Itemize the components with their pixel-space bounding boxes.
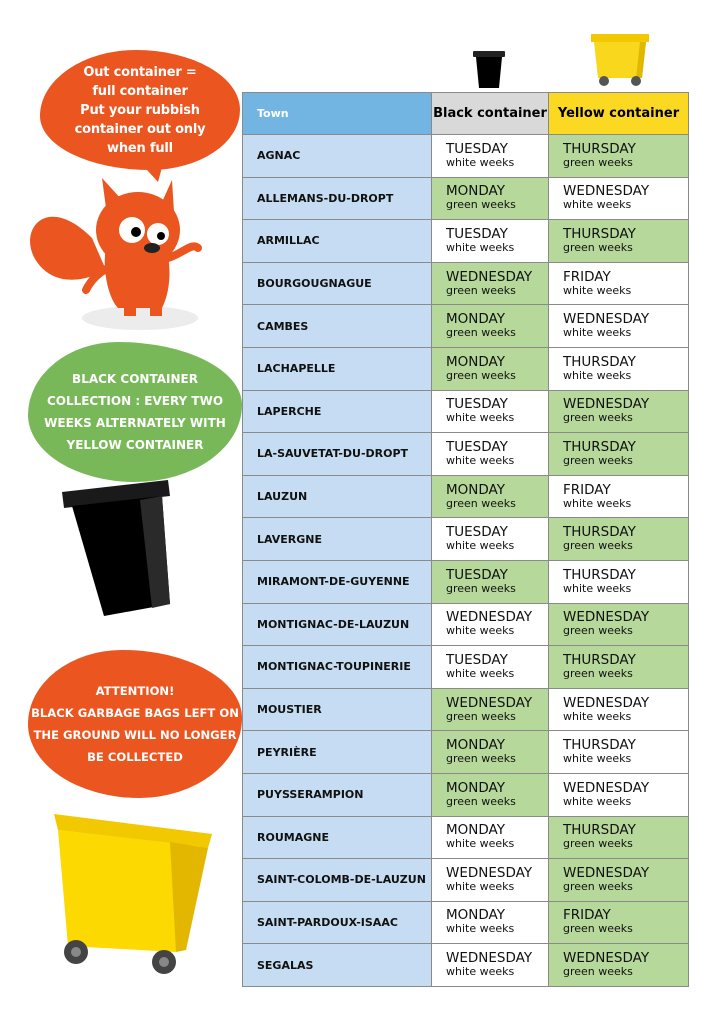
town-cell: PUYSSERAMPION [243, 773, 432, 816]
table-row [243, 177, 689, 220]
yellow-container-icon [590, 34, 650, 88]
collection-week: green weeks [446, 581, 516, 595]
black-collection-cell [432, 177, 549, 220]
collection-day: FRIDAY [563, 481, 611, 498]
yellow-collection-cell [549, 433, 689, 476]
town-header: Town [243, 93, 432, 135]
yellow-collection-cell [549, 901, 689, 944]
black-collection-cell [432, 646, 549, 689]
bubble-line: container out only [74, 121, 206, 137]
black-container-icon [472, 50, 506, 90]
town-cell: BOURGOUGNAGUE [243, 262, 432, 305]
collection-week: green weeks [563, 155, 633, 169]
collection-week: green weeks [563, 453, 633, 467]
table-row [243, 518, 689, 561]
yellow-collection-cell [549, 177, 689, 220]
yellow-collection-cell [549, 944, 689, 987]
bubble-line: full container [92, 83, 188, 99]
bubble-line: THE GROUND WILL NO LONGER [33, 728, 237, 742]
yellow-collection-cell [549, 859, 689, 902]
bubble-line: Out container = [83, 64, 197, 80]
town-cell: LAUZUN [243, 475, 432, 518]
black-collection-cell [432, 731, 549, 774]
town-cell: ROUMAGNE [243, 816, 432, 859]
yellow-collection-cell [549, 305, 689, 348]
yellow-collection-cell [549, 603, 689, 646]
town-cell: AGNAC [243, 135, 432, 178]
yellow-collection-cell [549, 560, 689, 603]
collection-day: TUESDAY [446, 140, 508, 157]
collection-week: white weeks [446, 965, 515, 979]
collection-day: WEDNESDAY [563, 311, 650, 328]
black-collection-cell [432, 773, 549, 816]
town-cell: SAINT-COLOMB-DE-LAUZUN [243, 859, 432, 902]
town-cell: SEGALAS [243, 944, 432, 987]
table-row [243, 347, 689, 390]
black-collection-cell [432, 475, 549, 518]
collection-day: WEDNESDAY [563, 694, 650, 711]
collection-day: TUESDAY [446, 524, 508, 541]
table-body [243, 135, 689, 987]
collection-week: white weeks [446, 453, 515, 467]
collection-week: green weeks [446, 198, 516, 212]
collection-week: white weeks [563, 368, 632, 382]
yellow-collection-cell [549, 220, 689, 263]
yellow-collection-cell [549, 773, 689, 816]
bubble-line: when full [107, 140, 173, 156]
collection-day: FRIDAY [563, 268, 611, 285]
black-container-header: Black container [432, 93, 549, 135]
table-row [243, 688, 689, 731]
collection-week: green weeks [563, 411, 633, 425]
town-cell: ARMILLAC [243, 220, 432, 263]
collection-day: TUESDAY [446, 651, 508, 668]
collection-week: green weeks [563, 922, 633, 936]
collection-day: MONDAY [446, 353, 505, 370]
collection-day: THURSDAY [563, 822, 636, 839]
table-row [243, 220, 689, 263]
collection-day: WEDNESDAY [563, 779, 650, 796]
collection-week: white weeks [563, 794, 632, 808]
table-row [243, 560, 689, 603]
collection-day: MONDAY [446, 311, 505, 328]
collection-day: WEDNESDAY [446, 864, 533, 881]
bubble-line: ATTENTION! [95, 684, 175, 698]
yellow-collection-cell [549, 262, 689, 305]
collection-week: green weeks [446, 496, 516, 510]
yellow-collection-cell [549, 135, 689, 178]
town-cell: CAMBES [243, 305, 432, 348]
collection-day: WEDNESDAY [563, 609, 650, 626]
bubble-line: BE COLLECTED [87, 750, 183, 764]
yellow-container-header: Yellow container [549, 93, 689, 135]
collection-day: TUESDAY [446, 438, 508, 455]
table-row [243, 773, 689, 816]
yellow-collection-cell [549, 347, 689, 390]
collection-day: THURSDAY [563, 524, 636, 541]
bubble-line: BLACK CONTAINER [72, 372, 198, 386]
collection-week: white weeks [446, 879, 515, 893]
collection-week: white weeks [446, 922, 515, 936]
squirrel-mascot-icon [22, 178, 212, 338]
collection-week: green weeks [446, 326, 516, 340]
collection-day: MONDAY [446, 822, 505, 839]
collection-week: green weeks [563, 837, 633, 851]
collection-day: WEDNESDAY [563, 396, 650, 413]
black-collection-cell [432, 816, 549, 859]
collection-week: white weeks [563, 709, 632, 723]
collection-day: WEDNESDAY [446, 609, 533, 626]
black-collection-cell [432, 347, 549, 390]
collection-day: WEDNESDAY [446, 694, 533, 711]
black-collection-cell [432, 859, 549, 902]
collection-week: white weeks [446, 411, 515, 425]
collection-week: white weeks [563, 283, 632, 297]
black-collection-cell [432, 305, 549, 348]
collection-week: green weeks [563, 624, 633, 638]
town-cell: MOUSTIER [243, 688, 432, 731]
black-collection-cell [432, 518, 549, 561]
collection-day: WEDNESDAY [563, 183, 650, 200]
collection-week: white weeks [563, 752, 632, 766]
attention-bubble [28, 650, 242, 798]
collection-day: THURSDAY [563, 737, 636, 754]
table-row [243, 390, 689, 433]
collection-week: white weeks [563, 326, 632, 340]
black-collection-cell [432, 603, 549, 646]
bubble-line: BLACK GARBAGE BAGS LEFT ON [31, 706, 239, 720]
collection-week: white weeks [446, 666, 515, 680]
collection-week: green weeks [563, 965, 633, 979]
table-row [243, 731, 689, 774]
town-cell: LA-SAUVETAT-DU-DROPT [243, 433, 432, 476]
collection-schedule-table [242, 92, 689, 987]
collection-week: white weeks [446, 155, 515, 169]
collection-day: THURSDAY [563, 140, 636, 157]
black-collection-cell [432, 390, 549, 433]
black-collection-cell [432, 560, 549, 603]
collection-day: MONDAY [446, 907, 505, 924]
collection-info-bubble [28, 342, 242, 482]
table-row [243, 859, 689, 902]
town-cell: MONTIGNAC-TOUPINERIE [243, 646, 432, 689]
collection-week: green weeks [446, 752, 516, 766]
collection-day: WEDNESDAY [446, 268, 533, 285]
town-cell: MONTIGNAC-DE-LAUZUN [243, 603, 432, 646]
collection-week: white weeks [563, 496, 632, 510]
yellow-collection-cell [549, 731, 689, 774]
yellow-collection-cell [549, 390, 689, 433]
collection-day: THURSDAY [563, 353, 636, 370]
collection-week: white weeks [446, 624, 515, 638]
black-collection-cell [432, 433, 549, 476]
collection-week: white weeks [563, 581, 632, 595]
black-collection-cell [432, 901, 549, 944]
black-collection-cell [432, 135, 549, 178]
black-collection-cell [432, 944, 549, 987]
town-cell: LAVERGNE [243, 518, 432, 561]
town-cell: PEYRIÈRE [243, 731, 432, 774]
collection-week: white weeks [446, 539, 515, 553]
collection-day: MONDAY [446, 737, 505, 754]
collection-week: green weeks [446, 283, 516, 297]
collection-week: green weeks [563, 240, 633, 254]
collection-day: THURSDAY [563, 438, 636, 455]
collection-week: green weeks [563, 879, 633, 893]
bubble-line: WEEKS ALTERNATELY WITH [44, 416, 226, 430]
bubble-line: Put your rubbish [80, 102, 200, 118]
collection-day: TUESDAY [446, 566, 508, 583]
collection-day: WEDNESDAY [563, 864, 650, 881]
collection-day: MONDAY [446, 779, 505, 796]
collection-week: white weeks [446, 240, 515, 254]
collection-week: white weeks [446, 837, 515, 851]
collection-day: MONDAY [446, 183, 505, 200]
collection-day: MONDAY [446, 481, 505, 498]
yellow-bin-icon [50, 812, 216, 976]
table-row [243, 305, 689, 348]
table-row [243, 646, 689, 689]
yellow-collection-cell [549, 688, 689, 731]
yellow-collection-cell [549, 646, 689, 689]
black-collection-cell [432, 688, 549, 731]
town-cell: SAINT-PARDOUX-ISAAC [243, 901, 432, 944]
collection-week: white weeks [563, 198, 632, 212]
town-cell: LAPERCHE [243, 390, 432, 433]
black-collection-cell [432, 220, 549, 263]
collection-week: green weeks [446, 709, 516, 723]
yellow-collection-cell [549, 475, 689, 518]
black-collection-cell [432, 262, 549, 305]
collection-day: THURSDAY [563, 225, 636, 242]
collection-day: WEDNESDAY [563, 950, 650, 967]
bubble-line: YELLOW CONTAINER [66, 438, 204, 452]
table-row [243, 475, 689, 518]
table-row [243, 603, 689, 646]
town-cell: MIRAMONT-DE-GUYENNE [243, 560, 432, 603]
collection-day: TUESDAY [446, 396, 508, 413]
collection-week: green weeks [446, 368, 516, 382]
yellow-collection-cell [549, 518, 689, 561]
yellow-collection-cell [549, 816, 689, 859]
town-cell: LACHAPELLE [243, 347, 432, 390]
table-row [243, 135, 689, 178]
collection-day: TUESDAY [446, 225, 508, 242]
table-row [243, 901, 689, 944]
full-container-bubble [40, 50, 240, 170]
collection-day: THURSDAY [563, 651, 636, 668]
table-row [243, 816, 689, 859]
table-row [243, 944, 689, 987]
town-cell: ALLEMANS-DU-DROPT [243, 177, 432, 220]
bubble-line: COLLECTION : EVERY TWO [46, 394, 224, 408]
table-row [243, 262, 689, 305]
collection-day: THURSDAY [563, 566, 636, 583]
collection-day: WEDNESDAY [446, 950, 533, 967]
black-bin-icon [60, 478, 178, 620]
collection-week: green weeks [446, 794, 516, 808]
collection-week: green weeks [563, 666, 633, 680]
collection-day: FRIDAY [563, 907, 611, 924]
collection-week: green weeks [563, 539, 633, 553]
table-row [243, 433, 689, 476]
